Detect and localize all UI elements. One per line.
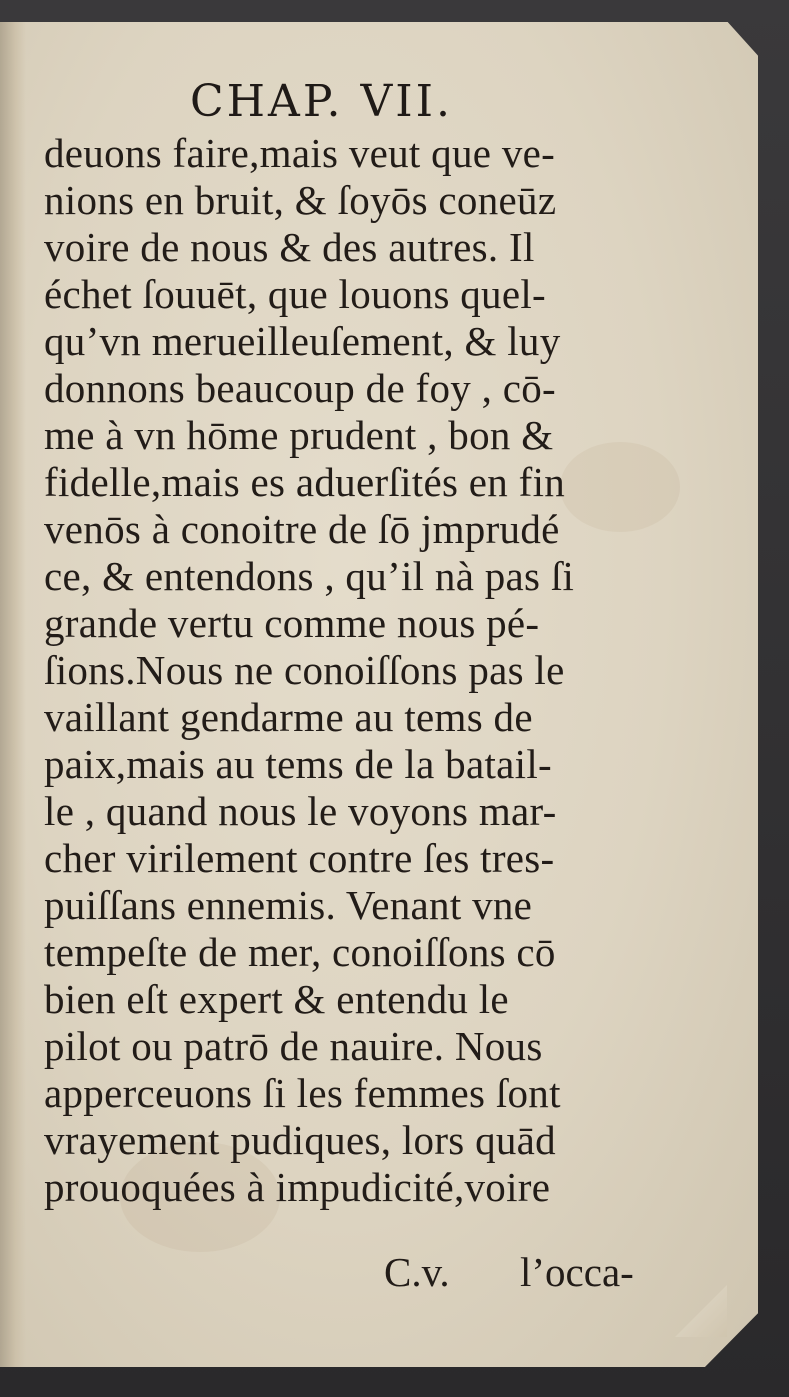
text-line: vrayement pudiques, lors quād xyxy=(44,1117,556,1163)
text-line: bien eſt expert & entendu le xyxy=(44,976,509,1022)
text-line: ſions.Nous ne conoiſſons pas le xyxy=(44,647,565,693)
text-line: apperceuons ſi les femmes ſont xyxy=(44,1070,561,1116)
text-line: qu’vn merueilleuſement, & luy xyxy=(44,318,561,364)
text-line: ce, & entendons , qu’il nà pas ſi xyxy=(44,553,575,599)
text-line: fidelle,mais es aduerſités en fin xyxy=(44,459,566,505)
text-line: échet ſouuēt, que louons quel- xyxy=(44,271,547,317)
catchword: l’occa- xyxy=(520,1249,634,1295)
text-line: voire de nous & des autres. Il xyxy=(44,224,535,270)
text-line: le , quand nous le voyons mar- xyxy=(44,788,557,834)
binding-gutter xyxy=(0,22,26,1367)
signature-mark: C.v. xyxy=(384,1249,450,1295)
text-line: me à vn hōme prudent , bon & xyxy=(44,412,554,458)
text-line: donnons beaucoup de foy , cō- xyxy=(44,365,556,411)
text-line: paix,mais au tems de la batail- xyxy=(44,741,552,787)
text-line: nions en bruit, & ſoyōs coneūz xyxy=(44,177,557,223)
body-text xyxy=(44,130,664,1211)
text-line: venōs à conoitre de ſō jmprudé xyxy=(44,506,560,552)
text-line: cher virilement contre ſes tres- xyxy=(44,835,555,881)
text-line: tempeſte de mer, conoiſſons cō xyxy=(44,929,556,975)
text-line: pilot ou patrō de nauire. Nous xyxy=(44,1023,543,1069)
text-line: deuons faire,mais veut que ve- xyxy=(44,130,556,176)
text-line: prouoquées à impudicité,voire xyxy=(44,1164,551,1210)
corner-fold xyxy=(675,1285,727,1337)
text-line: puiſſans ennemis. Venant vne xyxy=(44,882,533,928)
text-line: grande vertu comme nous pé- xyxy=(44,600,540,646)
text-line: vaillant gendarme au tems de xyxy=(44,694,533,740)
running-head: CHAP. VII. xyxy=(190,76,453,127)
